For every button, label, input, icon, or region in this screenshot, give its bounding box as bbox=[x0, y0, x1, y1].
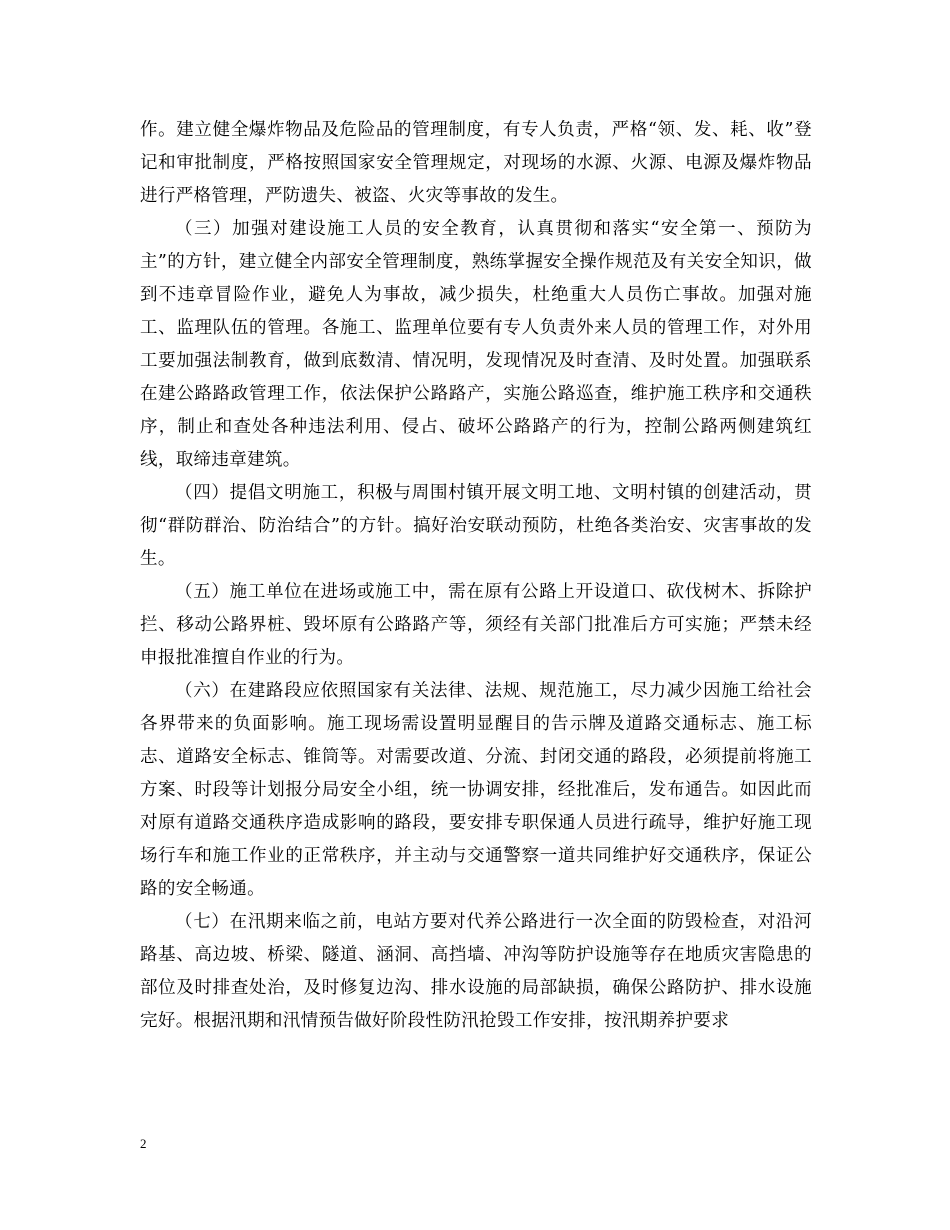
paragraph-continued: 作。建立健全爆炸物品及危险品的管理制度，有专人负责，严格“领、发、耗、收”登记和审批制度，严格按照国家安全管理规定，对现场的水源、火源、电源及爆炸物品进行严格管理，严防遗失、被盗、火灾等事故的发生。 bbox=[140, 120, 812, 206]
paragraph-section-5: （五）施工单位在进场或施工中，需在原有公路上开设道口、砍伐树木、拆除护拦、移动公路界桩、毁坏原有公路路产等，须经有关部门批准后方可实施；严禁未经申报批准擅自作业的行为。 bbox=[140, 582, 812, 668]
paragraph-section-6: （六）在建路段应依照国家有关法律、法规、规范施工，尽力减少因施工给社会各界带来的负面影响。施工现场需设置明显醒目的告示牌及道路交通标志、施工标志、道路安全标志、锥筒等。对需要改道、分流、封闭交通的路段，必须提前将施工方案、时段等计划报分局安全小组，统一协调安排，经批准后，发布通告。如因此而对原有道路交通秩序造成影响的路段，要安排专职保通人员进行疏导，维护好施工现场行车和施工作业的正常秩序，并主动与交通警察一道共同维护好交通秩序，保证公路的安全畅通。 bbox=[140, 681, 812, 899]
document-body bbox=[140, 114, 812, 1038]
paragraph-section-7: （七）在汛期来临之前，电站方要对代养公路进行一次全面的防毁检查，对沿河路基、高边坡、桥梁、隧道、涵洞、高挡墙、冲沟等防护设施等存在地质灾害隐患的部位及时排查处治，及时修复边沟、排水设施的局部缺损，确保公路防护、排水设施完好。根据汛期和汛情预告做好阶段性防汛抢毁工作安排，按汛期养护要求 bbox=[140, 912, 812, 1031]
page-number: 2 bbox=[140, 1136, 147, 1151]
paragraph-section-3: （三）加强对建设施工人员的安全教育，认真贯彻和落实“安全第一、预防为主”的方针，建立健全内部安全管理制度，熟练掌握安全操作规范及有关安全知识，做到不违章冒险作业，避免人为事故，减少损失，杜绝重大人员伤亡事故。加强对施工、监理队伍的管理。各施工、监理单位要有专人负责外来人员的管理工作，对外用工要加强法制教育，做到底数清、情况明，发现情况及时查清、及时处置。加强联系在建公路路政管理工作，依法保护公路路产，实施公路巡查，维护施工秩序和交通秩序，制止和查处各种违法利用、侵占、破坏公路路产的行为，控制公路两侧建筑红线，取缔违章建筑。 bbox=[140, 219, 812, 470]
paragraph-section-4: （四）提倡文明施工，积极与周围村镇开展文明工地、文明村镇的创建活动，贯彻“群防群治、防治结合”的方针。搞好治安联动预防，杜绝各类治安、灾害事故的发生。 bbox=[140, 483, 812, 569]
